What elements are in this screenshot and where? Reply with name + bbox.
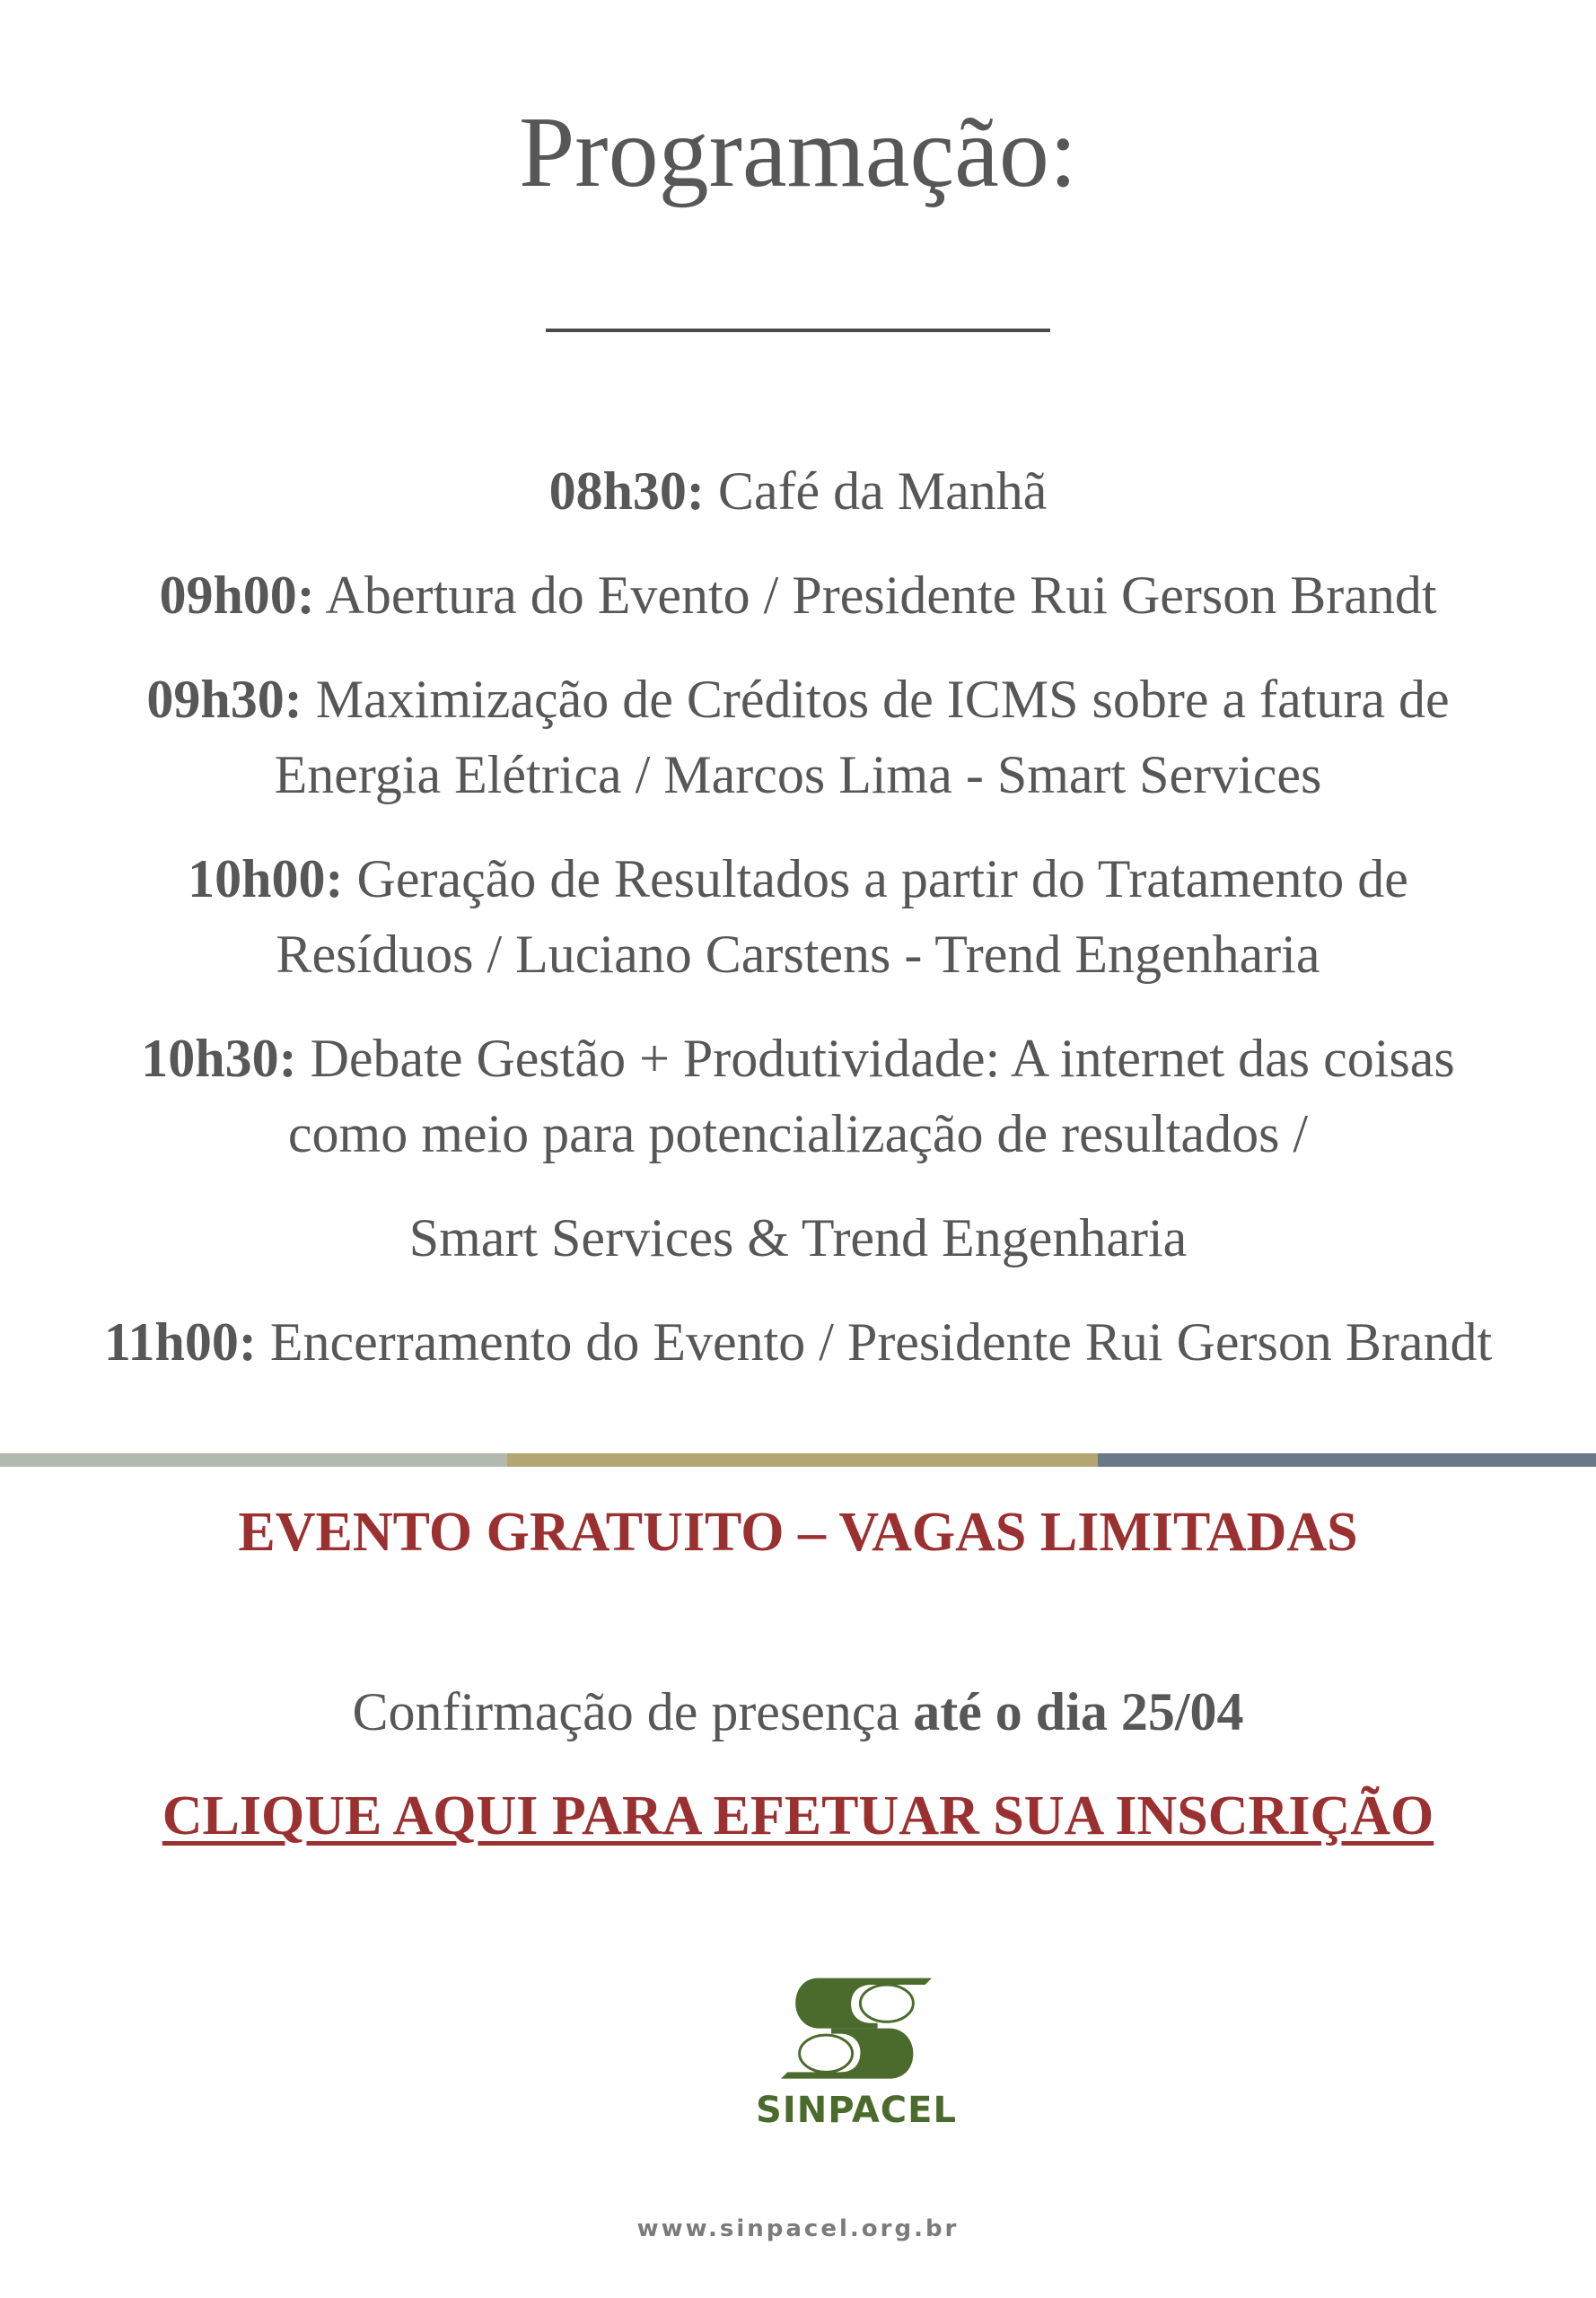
schedule-description: como meio para potencialização de resultados / xyxy=(287,1104,1309,1163)
schedule-time: 09h00: xyxy=(159,566,315,625)
schedule-time: 08h30: xyxy=(548,461,705,521)
sinpacel-logo-icon xyxy=(750,1962,962,2088)
schedule-item-0830 xyxy=(0,460,1596,522)
schedule-item-1030 xyxy=(0,1027,1596,1090)
schedule-description: Maximização de Créditos de ICMS sobre a fatura de xyxy=(315,670,1450,729)
title-underline-rule xyxy=(546,329,1050,332)
schedule-description: Debate Gestão + Produtividade: A internet das coisas xyxy=(310,1029,1455,1088)
website-url: www.sinpacel.org.br xyxy=(636,2215,960,2242)
divider-segment-sage xyxy=(0,1453,507,1467)
schedule-time: 09h30: xyxy=(146,670,303,729)
divider-segment-gold xyxy=(507,1453,1098,1467)
schedule-item-0930-cont xyxy=(0,743,1596,806)
confirmation-prefix: Confirmação de presença xyxy=(352,1682,900,1741)
schedule-item-0930 xyxy=(0,668,1596,731)
schedule-time: 10h00: xyxy=(188,849,344,908)
schedule-item-1100 xyxy=(0,1311,1596,1373)
schedule-item-0900 xyxy=(0,564,1596,627)
signup-link[interactable]: CLIQUE AQUI PARA EFETUAR SUA INSCRIÇÃO xyxy=(162,1785,1434,1846)
logo-wordmark: SINPACEL xyxy=(756,2090,957,2131)
schedule-item-1000 xyxy=(0,847,1596,910)
schedule-time: 11h00: xyxy=(103,1312,257,1372)
sinpacel-logo xyxy=(750,1962,962,2174)
divider-segment-slate xyxy=(1098,1453,1596,1467)
confirmation-deadline: até o dia 25/04 xyxy=(913,1682,1244,1741)
schedule-description: Energia Elétrica / Marcos Lima - Smart Services xyxy=(274,745,1322,804)
schedule-description: Geração de Resultados a partir do Tratamento de xyxy=(356,849,1408,908)
schedule-description: Smart Services & Trend Engenharia xyxy=(408,1208,1188,1267)
schedule-description: Encerramento do Evento / Presidente Rui Gerson Brandt xyxy=(269,1312,1493,1372)
schedule-item-1030-speakers xyxy=(0,1206,1596,1269)
schedule-description: Café da Manhã xyxy=(717,461,1048,521)
page-title: Programação: xyxy=(519,97,1077,208)
schedule-item-1000-cont xyxy=(0,923,1596,986)
tricolor-divider xyxy=(0,1453,1596,1467)
schedule-item-1030-cont xyxy=(0,1102,1596,1165)
confirmation-text xyxy=(0,1680,1596,1743)
schedule-description: Resíduos / Luciano Carstens - Trend Engenharia xyxy=(276,925,1320,984)
schedule-time: 10h30: xyxy=(141,1029,297,1088)
free-event-banner: EVENTO GRATUITO – VAGAS LIMITADAS xyxy=(238,1502,1358,1563)
schedule-description: Abertura do Evento / Presidente Rui Gerson Brandt xyxy=(325,566,1437,625)
